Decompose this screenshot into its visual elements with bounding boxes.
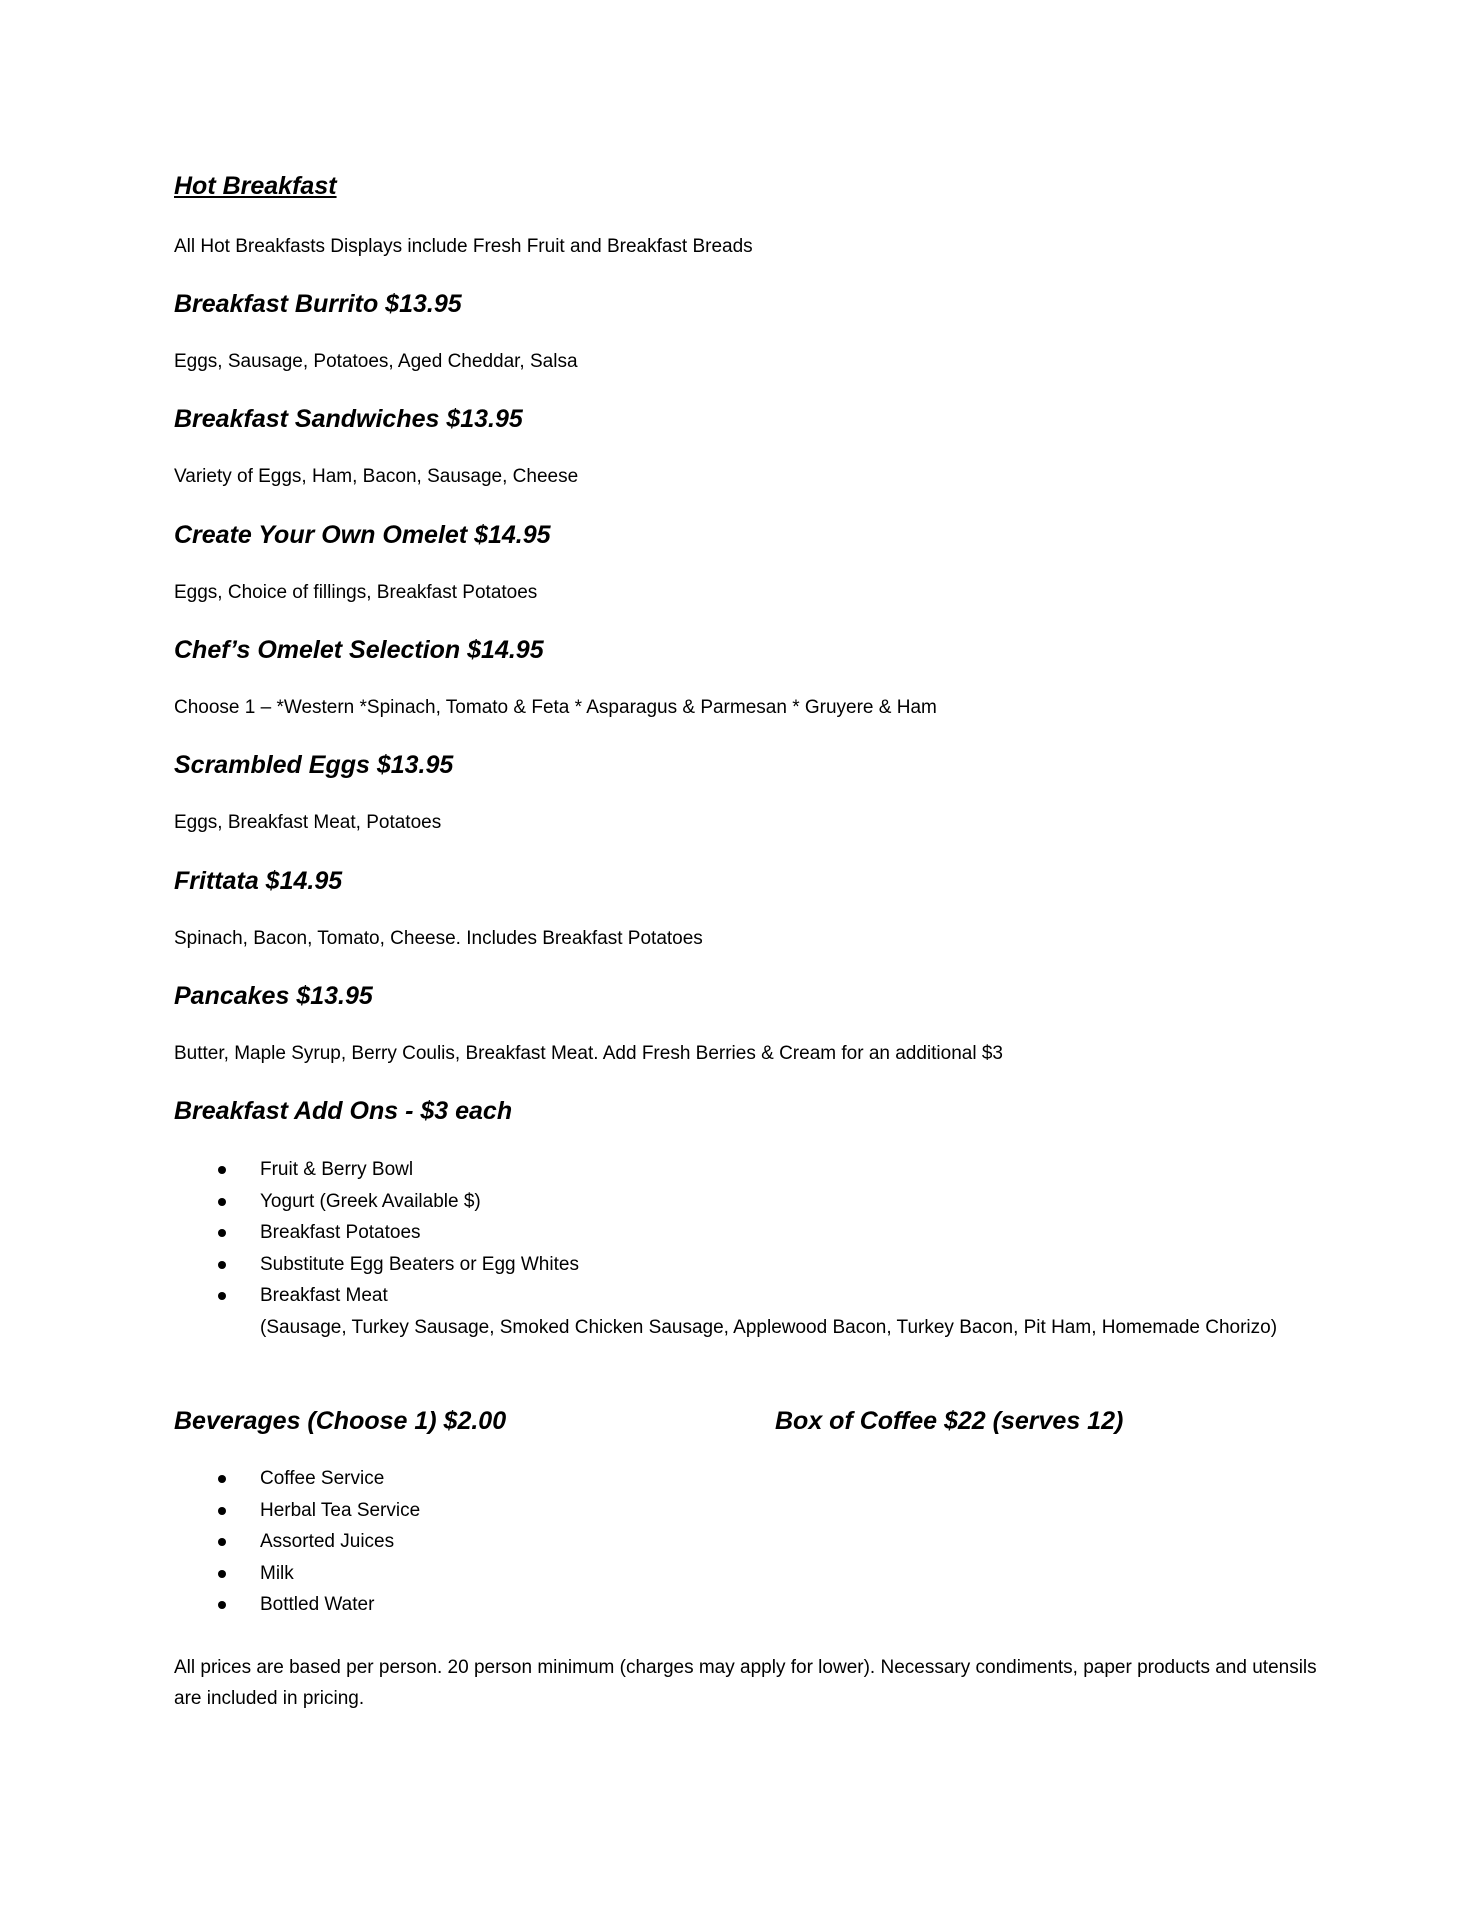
item-desc-create-your-own-omelet: Eggs, Choice of fillings, Breakfast Potatoes <box>174 582 538 603</box>
bullet-icon <box>218 1538 226 1546</box>
list-item: Breakfast Potatoes <box>174 1217 1277 1249</box>
item-heading-scrambled-eggs: Scrambled Eggs $13.95 <box>174 751 454 779</box>
footer-note: All prices are based per person. 20 person minimum (charges may apply for lower). Necessary condiments, paper products and utensils are included in pricing. <box>174 1657 1317 1709</box>
bullet-icon <box>218 1198 226 1206</box>
list-item: Milk <box>174 1558 420 1590</box>
bullet-icon <box>218 1601 226 1609</box>
list-item: Fruit & Berry Bowl <box>174 1154 1277 1186</box>
menu-page <box>174 0 1334 1920</box>
list-item: Assorted Juices <box>174 1526 420 1558</box>
page-title: Hot Breakfast <box>174 172 337 200</box>
bullet-icon <box>218 1292 226 1300</box>
list-item: Substitute Egg Beaters or Egg Whites <box>174 1249 1277 1281</box>
list-item: Yogurt (Greek Available $) <box>174 1186 1277 1218</box>
item-heading-pancakes: Pancakes $13.95 <box>174 982 373 1010</box>
item-desc-chefs-omelet-selection: Choose 1 – *Western *Spinach, Tomato & Feta * Asparagus & Parmesan * Gruyere & Ham <box>174 697 937 718</box>
list-item: Herbal Tea Service <box>174 1495 420 1527</box>
item-heading-breakfast-sandwiches: Breakfast Sandwiches $13.95 <box>174 405 523 433</box>
box-of-coffee-heading: Box of Coffee $22 (serves 12) <box>775 1407 1124 1435</box>
bullet-icon <box>218 1229 226 1237</box>
bullet-icon <box>218 1166 226 1174</box>
list-item: Coffee Service <box>174 1463 420 1495</box>
item-heading-frittata: Frittata $14.95 <box>174 867 343 895</box>
item-desc-breakfast-burrito: Eggs, Sausage, Potatoes, Aged Cheddar, Salsa <box>174 351 578 372</box>
bullet-icon <box>218 1261 226 1269</box>
item-desc-scrambled-eggs: Eggs, Breakfast Meat, Potatoes <box>174 812 442 833</box>
item-heading-create-your-own-omelet: Create Your Own Omelet $14.95 <box>174 521 551 549</box>
beverages-heading: Beverages (Choose 1) $2.00 <box>174 1407 507 1435</box>
item-heading-chefs-omelet-selection: Chef’s Omelet Selection $14.95 <box>174 636 544 664</box>
bullet-icon <box>218 1507 226 1515</box>
add-ons-heading: Breakfast Add Ons - $3 each <box>174 1097 513 1125</box>
breakfast-meat-detail: (Sausage, Turkey Sausage, Smoked Chicken Sausage, Applewood Bacon, Turkey Bacon, Pit Ham, Homemade Chorizo) <box>260 1316 1278 1338</box>
beverages-list <box>174 1463 420 1621</box>
item-desc-pancakes: Butter, Maple Syrup, Berry Coulis, Breakfast Meat. Add Fresh Berries & Cream for an additional $3 <box>174 1043 1003 1064</box>
intro-text: All Hot Breakfasts Displays include Fresh Fruit and Breakfast Breads <box>174 236 753 257</box>
bullet-icon <box>218 1475 226 1483</box>
list-item: Breakfast Meat (Sausage, Turkey Sausage, Smoked Chicken Sausage, Applewood Bacon, Turkey Bacon, Pit Ham, Homemade Chorizo) <box>174 1280 1277 1343</box>
add-ons-list <box>174 1154 1277 1343</box>
item-heading-breakfast-burrito: Breakfast Burrito $13.95 <box>174 290 462 318</box>
item-desc-breakfast-sandwiches: Variety of Eggs, Ham, Bacon, Sausage, Cheese <box>174 466 579 487</box>
item-desc-frittata: Spinach, Bacon, Tomato, Cheese. Includes Breakfast Potatoes <box>174 928 703 949</box>
list-item: Bottled Water <box>174 1589 420 1621</box>
bullet-icon <box>218 1570 226 1578</box>
